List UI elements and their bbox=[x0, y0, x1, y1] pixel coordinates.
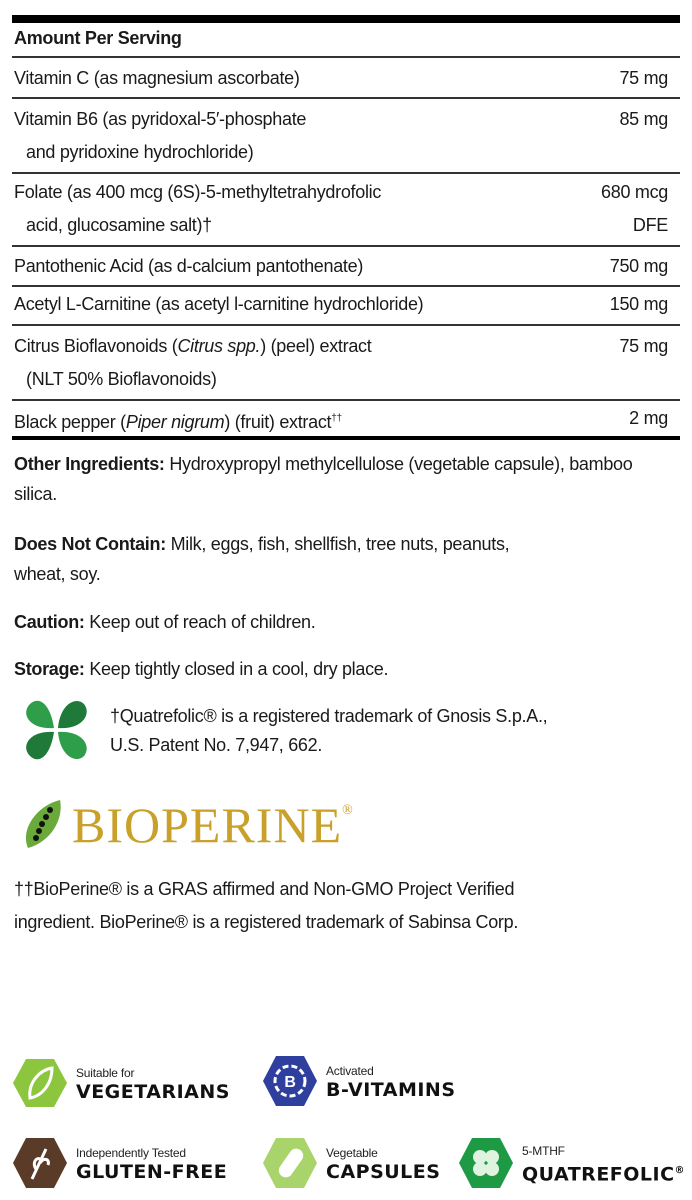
quatrefolic-note: †Quatrefolic® is a registered trademark of Gnosis S.p.A., U.S. Patent No. 7,947, 662. bbox=[110, 706, 548, 755]
other-ingredients: Other Ingredients: Hydroxypropyl methylcellulose (vegetable capsule), bamboo silica. bbox=[14, 454, 633, 504]
ingredient-amount: 750 mg bbox=[609, 256, 668, 276]
divider bbox=[12, 97, 680, 99]
leaf-icon bbox=[12, 1058, 68, 1108]
storage: Storage: Keep tightly closed in a cool, dry place. bbox=[14, 659, 389, 679]
divider bbox=[12, 399, 680, 401]
badge-vegetarians: Suitable for VEGETARIANS bbox=[12, 1058, 230, 1108]
clover-icon bbox=[458, 1137, 514, 1189]
caution: Caution: Keep out of reach of children. bbox=[14, 612, 316, 632]
amount-per-serving-header: Amount Per Serving bbox=[14, 28, 182, 48]
ingredient-amount: 150 mg bbox=[609, 294, 668, 314]
ingredient-name: Acetyl L-Carnitine (as acetyl l-carnitine hydrochloride) bbox=[14, 294, 424, 314]
ingredient-name: Pantothenic Acid (as d-calcium pantothenate) bbox=[14, 256, 364, 276]
divider bbox=[12, 324, 680, 326]
does-not-contain: Does Not Contain: Milk, eggs, fish, shellfish, tree nuts, peanuts, wheat, soy. bbox=[14, 534, 510, 584]
bottom-thick-rule bbox=[12, 436, 680, 440]
ingredient-name-line2: acid, glucosamine salt)† bbox=[26, 215, 212, 235]
bioperine-note: ††BioPerine® is a GRAS affirmed and Non-GMO Project Verified ingredient. BioPerine® is a registered trademark of Sabinsa Corp. bbox=[14, 879, 519, 932]
divider bbox=[12, 172, 680, 174]
divider bbox=[12, 245, 680, 247]
badge-gluten-free: Independently Tested GLUTEN-FREE bbox=[12, 1137, 227, 1189]
ingredient-amount: 75 mg bbox=[619, 68, 668, 88]
ingredient-amount: 680 mcg bbox=[601, 182, 668, 202]
quatrefolic-clover-icon bbox=[20, 694, 92, 766]
divider bbox=[12, 56, 680, 58]
wheat-icon bbox=[12, 1137, 68, 1189]
ingredient-amount: 2 mg bbox=[629, 408, 668, 428]
bioperine-logo: BIOPERINE® bbox=[72, 797, 354, 853]
ingredient-name: Vitamin B6 (as pyridoxal-5′-phosphate bbox=[14, 109, 307, 129]
b-vitamin-icon bbox=[262, 1055, 318, 1107]
bioperine-peppercorn-icon bbox=[20, 796, 68, 852]
divider bbox=[12, 285, 680, 287]
ingredient-name: Black pepper (Piper nigrum) (fruit) extract†† bbox=[14, 412, 342, 432]
capsule-icon bbox=[262, 1137, 318, 1189]
ingredient-name: Vitamin C (as magnesium ascorbate) bbox=[14, 68, 300, 88]
top-thick-rule bbox=[12, 15, 680, 23]
ingredient-name: Folate (as 400 mcg (6S)-5-methyltetrahydrofolic bbox=[14, 182, 382, 202]
badge-b-vitamins: B Activated B-VITAMINS bbox=[262, 1055, 456, 1107]
ingredient-amount: 85 mg bbox=[619, 109, 668, 129]
ingredient-amount: 75 mg bbox=[619, 336, 668, 356]
ingredient-name-line2: (NLT 50% Bioflavonoids) bbox=[26, 369, 217, 389]
svg-text:B: B bbox=[284, 1074, 296, 1091]
ingredient-amount-unit: DFE bbox=[632, 215, 668, 235]
badge-quatrefolic: 5-MTHF QUATREFOLIC® bbox=[458, 1137, 685, 1189]
badge-vegetable-capsules: Vegetable CAPSULES bbox=[262, 1137, 440, 1189]
ingredient-name: Citrus Bioflavonoids (Citrus spp.) (peel) extract bbox=[14, 336, 372, 356]
ingredient-name-line2: and pyridoxine hydrochloride) bbox=[26, 142, 254, 162]
